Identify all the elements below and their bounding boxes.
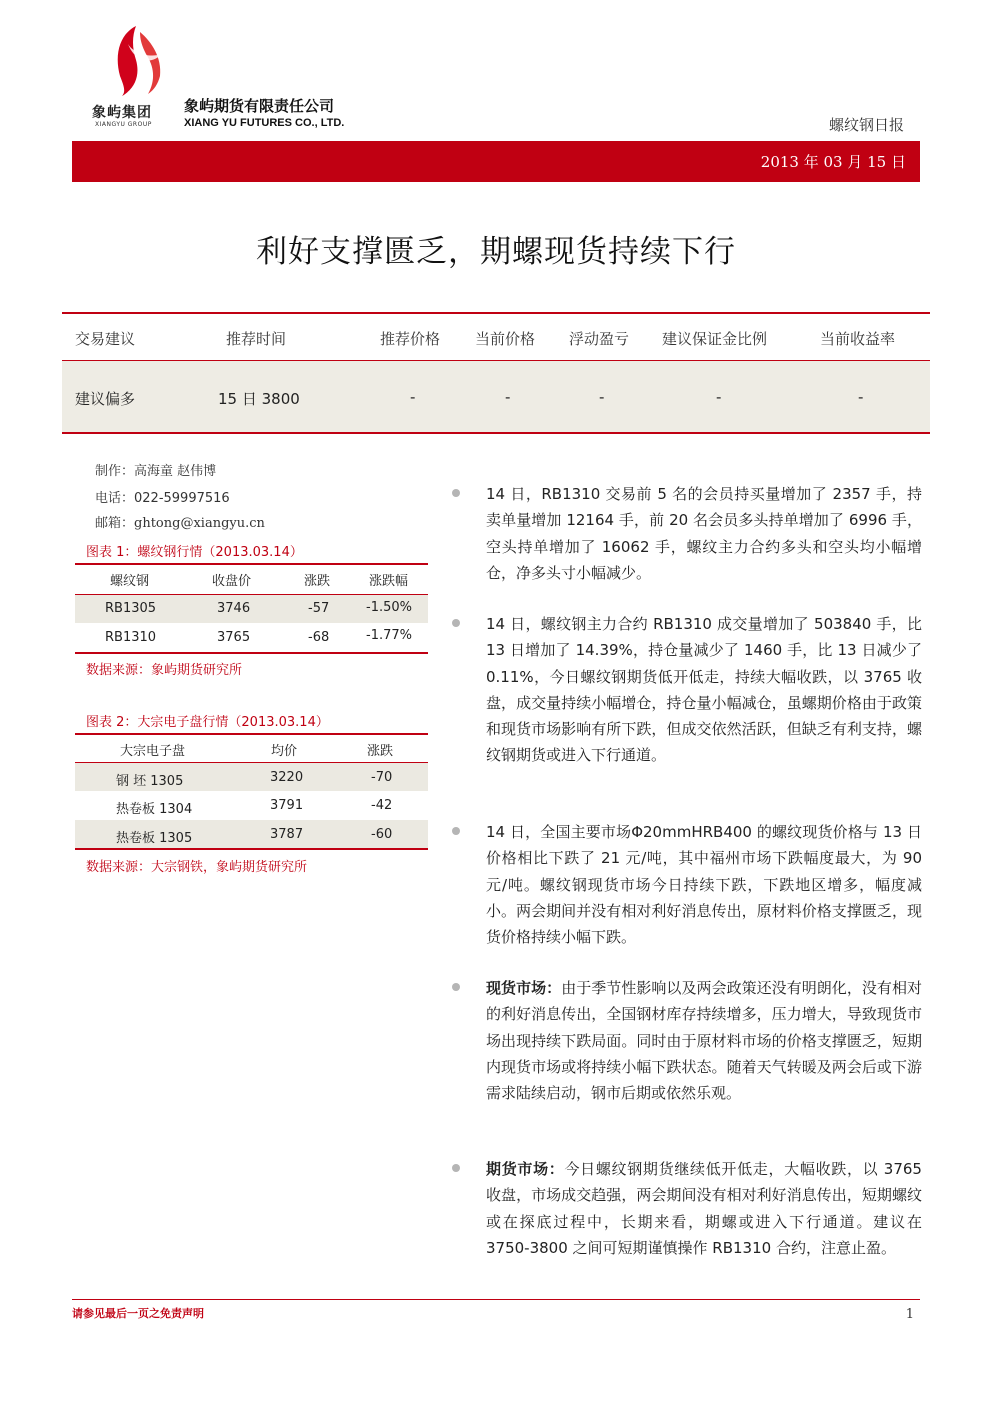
- header-date-bar: [72, 141, 920, 182]
- paragraph-text: 由于季节性影响以及两会政策还没有明朗化，没有相对的利好消息传出，全国钢材库存持续增多，压力增大，导致现货市场出现持续下跌局面。同时由于原材料市场的价格支撑匮乏，短期内现货市场或将持续小幅下跌状态。随着天气转暖及两会后或下游需求陆续启动，钢市后期或依然乐观。: [486, 979, 922, 1103]
- analysis-paragraph: [486, 819, 922, 950]
- analysis-paragraph: [486, 975, 922, 1106]
- rec-header-cell: 推荐时间: [226, 330, 287, 348]
- paragraph-lead: 现货市场：: [486, 979, 562, 997]
- rec-header-cell: 当前收益率: [820, 330, 896, 348]
- table2-cell: 热卷板 1305: [116, 831, 193, 846]
- phone-number: 022-59997516: [134, 491, 230, 506]
- table2-header-cell: 大宗电子盘: [120, 744, 186, 759]
- rec-header-cell: 建议保证金比例: [662, 330, 768, 348]
- paragraph-text: 14 日，RB1310 交易前 5 名的会员持买量增加了 2357 手，持卖单量增加 12164 手，前 20 名会员多头持单增加了 6996 手，空头持单增加了 16062 手，螺纹主力合约多头和空头均小幅增仓，净多头寸小幅减少。: [486, 485, 922, 582]
- table1-cell: -57: [308, 601, 330, 616]
- table1-header-cell: 螺纹钢: [110, 574, 150, 589]
- table2-source: 数据来源：大宗钢铁，象屿期货研究所: [86, 860, 308, 875]
- rec-value-cell: -: [505, 388, 511, 406]
- table2-bottom-rule: [75, 848, 428, 850]
- rec-value-cell: -: [858, 388, 864, 406]
- rec-value-cell: -: [716, 388, 722, 406]
- rec-header-cell: 交易建议: [75, 330, 136, 348]
- table2-cell: -70: [371, 770, 393, 785]
- phone-line: [95, 487, 230, 506]
- table2-cell: 3791: [270, 798, 304, 813]
- analysis-paragraph: [486, 1156, 922, 1261]
- rec-value-cell: 建议偏多: [75, 390, 136, 408]
- table1-source: 数据来源：象屿期货研究所: [86, 663, 243, 678]
- table2-cell: 3787: [270, 827, 304, 842]
- table2-top-rule: [75, 733, 428, 735]
- table1-cell: 3765: [217, 630, 251, 645]
- table1-cell: -1.50%: [366, 600, 412, 615]
- email-label: 邮箱：: [95, 516, 135, 531]
- rec-header-cell: 推荐价格: [380, 330, 441, 348]
- bullet-dot-icon: [452, 489, 460, 497]
- analysis-paragraph: [486, 481, 922, 586]
- company-logo-icon: [106, 24, 166, 98]
- bullet-dot-icon: [452, 619, 460, 627]
- paragraph-lead: 期货市场：: [486, 1160, 565, 1178]
- email-line: [95, 512, 265, 531]
- paragraph-text: 今日螺纹钢期货继续低开低走，大幅收跌，以 3765 收盘，市场成交趋强，两会期间没有相对利好消息传出，短期螺纹或在探底过程中，长期来看，期螺或进入下行通道。建议在 3750-3800 之间可短期谨慎操作 RB1310 合约，注意止盈。: [486, 1160, 922, 1257]
- table1-header-cell: 涨跌: [304, 574, 331, 589]
- table2-cell: 热卷板 1304: [116, 802, 193, 817]
- report-type: 螺纹钢日报: [828, 116, 904, 134]
- logo-text-en: XIANGYU GROUP: [95, 121, 152, 128]
- company-name-cn: 象屿期货有限责任公司: [184, 97, 335, 115]
- paragraph-text: 14 日，螺纹钢主力合约 RB1310 成交量增加了 503840 手，比 13 日增加了 14.39%，持仓量减少了 1460 手，比 13 日减少了 0.11%，今日螺纹钢期货低开低走，持续大幅收跌，以 3765 收盘，成交量持续小幅增仓，持仓量小幅减仓，虽螺期价格由于政策和现货市场影响有所下跌，但成交依然活跃，但缺乏有利支持，螺纹钢期货或进入下行通道。: [486, 615, 922, 765]
- rec-value-cell: -: [410, 388, 416, 406]
- table1-title: 图表 1：螺纹钢行情（2013.03.14）: [86, 545, 303, 560]
- table1-bottom-rule: [75, 652, 428, 654]
- table1-top-rule: [75, 563, 428, 565]
- table2-cell: -60: [371, 827, 393, 842]
- rec-table-mid-rule: [62, 360, 930, 361]
- authors: 高海童 赵伟博: [134, 464, 217, 479]
- phone-label: 电话：: [95, 491, 135, 506]
- table1-cell: -68: [308, 630, 330, 645]
- rec-header-cell: 当前价格: [475, 330, 536, 348]
- table2-header-cell: 涨跌: [367, 744, 394, 759]
- table1-header-cell: 涨跌幅: [369, 574, 409, 589]
- logo-text-cn: 象屿集团: [92, 105, 152, 121]
- bullet-dot-icon: [452, 827, 460, 835]
- bullet-dot-icon: [452, 983, 460, 991]
- table1-cell: RB1305: [105, 601, 157, 616]
- rec-table-top-rule: [62, 312, 930, 314]
- table1-cell: RB1310: [105, 630, 157, 645]
- table1-header-cell: 收盘价: [212, 574, 252, 589]
- table2-title: 图表 2：大宗电子盘行情（2013.03.14）: [86, 715, 329, 730]
- rec-header-cell: 浮动盈亏: [569, 330, 630, 348]
- disclaimer-note: 请参见最后一页之免责声明: [72, 1307, 204, 1320]
- table2-cell: 3220: [270, 770, 304, 785]
- author-label: 制作：: [95, 464, 135, 479]
- bullet-dot-icon: [452, 1164, 460, 1172]
- author-line: [95, 460, 216, 479]
- rec-row-shade: [62, 361, 930, 432]
- footer-rule: [72, 1299, 920, 1300]
- paragraph-text: 14 日，全国主要市场Φ20mmHRB400 的螺纹现货价格与 13 日价格相比下跌了 21 元/吨，其中福州市场下跌幅度最大，为 90 元/吨。螺纹钢现货市场今日持续下跌，下跌地区增多，幅度减小。两会期间并没有相对利好消息传出，原材料价格支撑匮乏，现货价格持续小幅下跌。: [486, 823, 922, 947]
- page-number: 1: [905, 1307, 914, 1322]
- table1-cell: 3746: [217, 601, 251, 616]
- table2-cell: 钢 坯 1305: [116, 774, 184, 789]
- report-date: 2013 年 03 月 15 日: [760, 153, 906, 171]
- table2-cell: -42: [371, 798, 393, 813]
- rec-value-cell: -: [599, 388, 605, 406]
- email-address: ghtong@xiangyu.cn: [134, 516, 265, 531]
- table2-header-cell: 均价: [271, 744, 298, 759]
- rec-table-bottom-rule: [62, 432, 930, 434]
- table1-header-rule: [75, 594, 428, 595]
- table1-cell: -1.77%: [366, 628, 412, 643]
- analysis-paragraph: [486, 611, 922, 769]
- rec-value-cell: 15 日 3800: [218, 390, 300, 408]
- page-title: 利好支撑匮乏，期螺现货持续下行: [256, 234, 736, 270]
- company-name-en: XIANG YU FUTURES CO., LTD.: [184, 117, 345, 129]
